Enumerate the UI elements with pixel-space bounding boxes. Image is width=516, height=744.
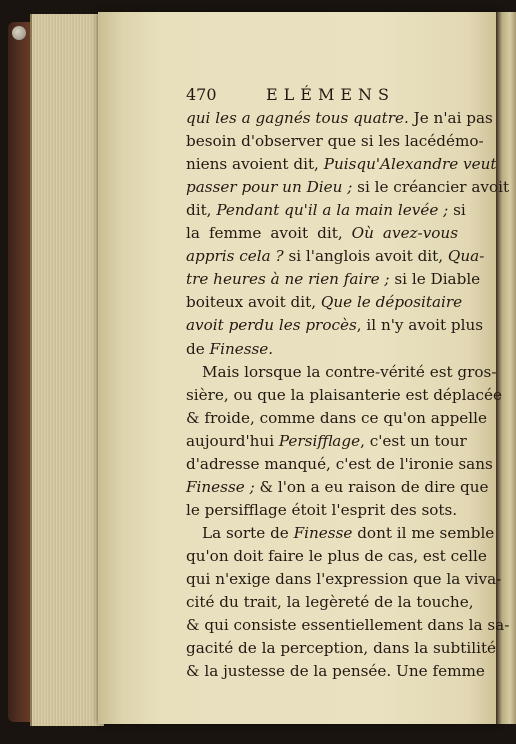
roman-text: & qui consiste essentiellement dans la sa- [186,616,510,635]
italic-text: Finesse ; [186,477,255,496]
italic-text: Persifflage [278,431,361,450]
roman-text: boiteux avoit dit, [186,293,321,312]
roman-text: la femme avoit dit, [186,224,352,243]
text-line [186,545,487,568]
roman-text: aujourd'hui [186,431,279,450]
italic-text: qui les a gagnés tous quatre. [186,109,409,127]
text-line [186,107,493,130]
roman-text: niens avoient dit, [186,155,324,174]
text-line [186,291,463,314]
roman-text: qu'on doit faire le plus de cas, est celle [186,546,487,565]
page-number: 470 [186,85,217,104]
text-line [186,338,458,361]
text-line [186,660,485,683]
roman-text: d'adresse manqué, c'est de l'ironie sans [186,454,493,473]
roman-text: cité du trait, la legèreté de la touche, [186,593,474,612]
roman-text: de [186,339,210,358]
italic-text: Finesse. [209,339,274,358]
roman-text: , il n'y avoit plus [356,316,484,335]
roman-text: gacité de la perception, dans la subtilité [186,639,497,658]
text-line [186,199,466,222]
roman-text: La sorte de [202,523,294,542]
italic-text: Puisqu'Alexandre veut [323,155,497,174]
text-line [186,568,502,591]
italic-text: appris cela ? [186,247,284,266]
roman-text: dit, [186,201,217,220]
text-line [186,591,474,614]
roman-text: si [448,201,466,220]
text-line [186,245,485,268]
roman-text: & la justesse de la pensée. Une femme [186,662,485,681]
running-title: ELÉMENS [266,85,396,104]
italic-text: Que le dépositaire [320,293,463,312]
text-line [202,522,495,545]
italic-text: Pendant qu'il a la main levée ; [216,201,449,220]
text-line [186,499,458,522]
italic-text: Qua- [447,247,485,266]
text-line [186,153,497,176]
roman-text: si le Diable [389,270,481,289]
text-line [186,176,510,199]
italic-text: passer pour un Dieu ; [186,178,353,197]
roman-text: qui n'exige dans l'expression que la viva- [186,570,502,588]
text-line [186,222,458,245]
roman-text: sière, ou que la plaisanterie est déplacée [186,385,503,404]
text-line [186,637,497,660]
italic-text: avoit perdu les procès [186,316,357,335]
text-line [186,453,493,476]
roman-text: dont il me semble [352,523,495,542]
page-edges [30,14,104,726]
roman-text: si l'anglois avoit dit, [283,247,448,266]
italic-text: Où avez-vous [351,224,458,243]
italic-text: tre heures à ne rien faire ; [186,270,390,289]
roman-text: & l'on a eu raison de dire que [254,477,489,496]
text-line [186,130,484,153]
roman-text: besoin d'observer que si les lacédémo- [186,132,484,151]
running-header [186,84,396,106]
text-line [186,384,503,407]
roman-text: & froide, comme dans ce qu'on appelle [186,408,487,427]
text-line [186,614,510,637]
text-line [186,314,484,337]
roman-text: si le créancier avoit [352,178,510,197]
text-line [186,407,487,430]
italic-text: Finesse [293,523,353,542]
roman-text: le persifflage étoit l'esprit des sots. [186,500,458,519]
text-line [186,476,489,499]
roman-text: Je n'ai pas [408,109,493,127]
text-line [186,430,467,453]
text-line [202,361,497,384]
text-line [186,268,481,291]
cover-knob [12,26,26,40]
roman-text: , c'est un tour [360,431,467,450]
roman-text: Mais lorsque la contre-vérité est gros- [202,362,497,381]
